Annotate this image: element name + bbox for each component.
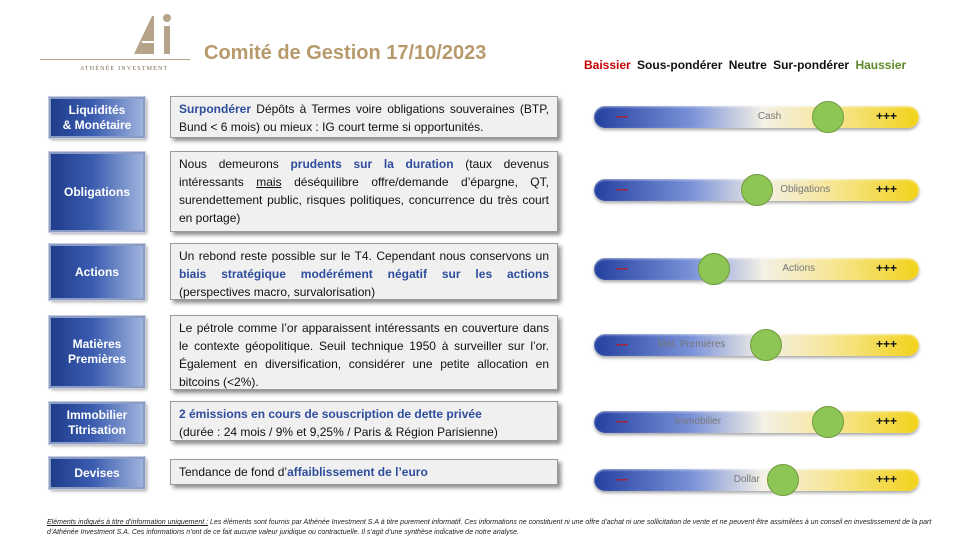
category-label: Matières bbox=[72, 337, 122, 351]
gauge-minus: --- bbox=[616, 182, 628, 196]
legend-underweight: Sous-pondérer bbox=[637, 58, 723, 72]
category-actions bbox=[49, 244, 145, 300]
comment-text: (taux devenus intéressants bbox=[179, 157, 550, 189]
logo-wordmark: ATHÉNÉE INVESTMENT bbox=[80, 66, 169, 72]
highlight-text: biais stratégique modérément négatif sur les actions bbox=[179, 267, 549, 281]
gauge-minus: --- bbox=[616, 472, 628, 486]
category-label: & Monétaire bbox=[62, 117, 132, 132]
underlined-text: mais bbox=[256, 175, 282, 189]
gauge-marker bbox=[812, 101, 844, 133]
gauge-marker bbox=[750, 329, 782, 361]
category-label: Obligations bbox=[64, 184, 130, 199]
gauge-plus: +++ bbox=[875, 414, 897, 428]
athenee-logo bbox=[40, 12, 190, 70]
gauge-marker bbox=[741, 174, 773, 206]
category-label: Liquidités bbox=[68, 102, 126, 117]
gauge-label: Immobilier bbox=[674, 416, 722, 427]
gauge-label: Actions bbox=[782, 263, 816, 274]
gauge-plus: +++ bbox=[875, 109, 897, 123]
gauge-minus: --- bbox=[616, 261, 628, 275]
comment-text: (perspectives macro, survalorisation) bbox=[179, 285, 376, 299]
category-devises bbox=[49, 457, 145, 489]
category-immobilier bbox=[49, 402, 145, 444]
gauge-cash bbox=[594, 106, 919, 128]
comment-text: Nous demeurons bbox=[179, 157, 291, 171]
gauge-plus: +++ bbox=[875, 472, 897, 486]
highlight-text: Surpondérer bbox=[179, 102, 252, 116]
disclaimer-lead: Eléments indiqués à titre d’information uniquement : bbox=[47, 519, 209, 526]
gauge-label: Mat. Premières bbox=[657, 339, 726, 350]
gauge-label: Dollar bbox=[733, 474, 760, 485]
category-matieres-premieres bbox=[49, 316, 145, 388]
comment-text: Tendance de fond d’ bbox=[179, 465, 288, 479]
legend-overweight: Sur-pondérer bbox=[773, 58, 850, 72]
category-obligations bbox=[49, 152, 145, 232]
comment-actions bbox=[170, 243, 558, 300]
gauge-minus: --- bbox=[616, 109, 628, 123]
category-label: Immobilier bbox=[66, 408, 128, 422]
gauge-matieres-premieres bbox=[594, 334, 919, 356]
page-title: Comité de Gestion 17/10/2023 bbox=[204, 42, 487, 64]
comment-matieres-premieres bbox=[170, 315, 558, 390]
highlight-text: 2 émissions en cours de souscription de dette privée bbox=[179, 407, 482, 421]
comment-text: Le pétrole comme l’or apparaissent intéressants en couverture dans le contexte géopolitique. Seuil technique 1950 à surveiller sur l’or. Également en diversification, considérer une petite allocation en bitcoins (<2%). bbox=[179, 321, 549, 389]
gauge-minus: --- bbox=[616, 414, 628, 428]
comment-devises bbox=[170, 459, 558, 485]
category-label: Actions bbox=[74, 264, 119, 279]
gauge-marker bbox=[812, 406, 844, 438]
gauge-marker bbox=[698, 253, 730, 285]
gauge-plus: +++ bbox=[875, 337, 897, 351]
comment-text: Dépôts à Termes voire obligations souveraines (BTP, Bund < 6 mois) ou mieux : IG court terme si opportunités. bbox=[179, 102, 549, 134]
legend-bear: Baissier bbox=[584, 58, 631, 72]
category-label: Devises bbox=[74, 465, 120, 480]
comment-text: (durée : 24 mois / 9% et 9,25% / Paris & Région Parisienne) bbox=[179, 425, 498, 439]
logo-divider bbox=[40, 59, 190, 60]
gauge-obligations bbox=[594, 179, 919, 201]
highlight-text: affaiblissement de l’euro bbox=[287, 465, 428, 479]
gauge-plus: +++ bbox=[875, 182, 897, 196]
gauge-minus: --- bbox=[616, 337, 628, 351]
gauge-label: Obligations bbox=[780, 184, 831, 195]
gauge-plus: +++ bbox=[875, 261, 897, 275]
gauge-dollar bbox=[594, 469, 919, 491]
category-liquidites bbox=[49, 97, 145, 138]
legend-neutral: Neutre bbox=[728, 58, 767, 72]
gauge-marker bbox=[767, 464, 799, 496]
gauge-immobilier bbox=[594, 411, 919, 433]
legal-disclaimer bbox=[47, 518, 937, 538]
comment-liquidites bbox=[170, 96, 558, 138]
comment-obligations bbox=[170, 151, 558, 232]
comment-text: déséquilibre offre/demande d’épargne, QT, surendettement public, risques politiques, concurrence du très court en portage) bbox=[179, 175, 549, 225]
category-label: Titrisation bbox=[68, 423, 126, 437]
legend-bull: Haussier bbox=[855, 58, 907, 72]
sentiment-legend bbox=[584, 58, 909, 72]
highlight-text: prudents sur la duration bbox=[290, 157, 454, 171]
gauge-actions bbox=[594, 258, 919, 280]
comment-text: Un rebond reste possible sur le T4. Cependant nous conservons un bbox=[179, 249, 549, 263]
disclaimer-body: Les éléments sont fournis par Athénée Investment S.A à titre purement informatif. Ces informations ne constituent ni une offre d’achat ni une sollicitation de vente et ne peuvent être assimilées à un conseil en investissement de la part d’Athénée Investment S.A. Ces informations n’ont de ce fait aucune valeur juridique ou contractuelle. Il s’agit d’une synthèse indicative de notre analyse. bbox=[47, 519, 932, 536]
gauge-label: Cash bbox=[757, 111, 782, 122]
athenee-logo-mark bbox=[130, 12, 190, 56]
comment-immobilier bbox=[170, 401, 558, 441]
category-label: Premières bbox=[67, 352, 127, 366]
